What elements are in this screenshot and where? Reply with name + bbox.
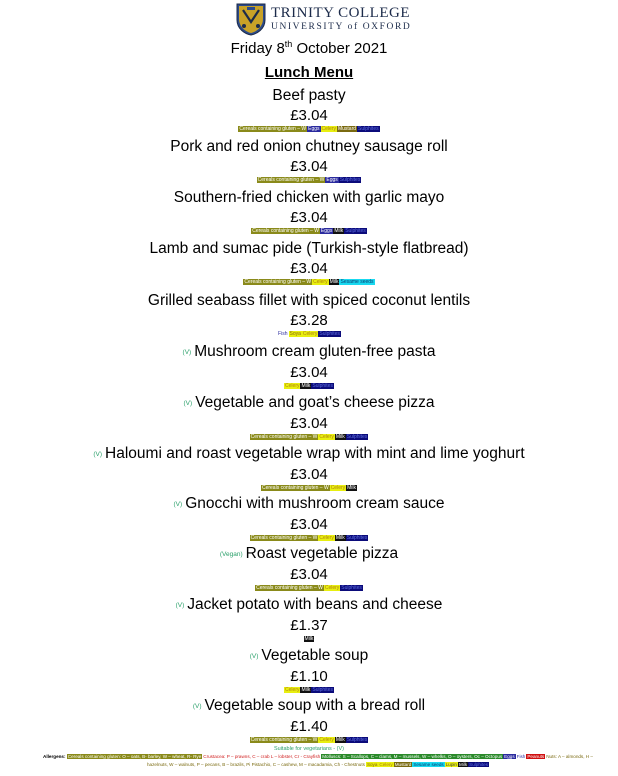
- allergen-badge: Milk: [335, 737, 345, 743]
- legend-allergen-badge: Cereals containing gluten: O – oats, B- barley, W – wheat, R- Rye: [67, 754, 202, 759]
- allergen-badge: Sulphites: [312, 383, 333, 389]
- dish-price: £3.04: [290, 260, 328, 277]
- menu-date: Friday 8th October 2021: [230, 39, 388, 57]
- allergen-list: [0, 687, 618, 694]
- dish-name: [0, 342, 618, 362]
- allergen-list: [0, 585, 618, 592]
- allergen-list: [0, 228, 618, 235]
- legend-allergen-badge: Celery: [379, 762, 393, 767]
- allergen-badge: Celery: [319, 737, 334, 743]
- dish-item: [0, 393, 618, 441]
- legend-allergen-badge: Soya: [366, 762, 378, 767]
- dish-name: [0, 494, 618, 514]
- allergen-badge: Milk: [304, 636, 314, 642]
- dietary-tag: (V): [173, 501, 183, 508]
- dish-price: £3.04: [290, 107, 328, 124]
- allergen-badge: Celery: [319, 535, 334, 541]
- dish-item: [0, 494, 618, 542]
- dish-name-text: Lamb and sumac pide (Turkish-style flatbread): [149, 240, 469, 257]
- vegetarian-note: Suitable for vegetarians - (V): [273, 746, 344, 752]
- dish-name-text: Vegetable soup: [261, 647, 369, 664]
- dish-item: [0, 188, 618, 235]
- dish-item: [0, 342, 618, 390]
- allergen-badge: Milk: [347, 485, 357, 491]
- allergen-badge: Sesame seeds: [340, 279, 374, 285]
- dietary-tag: (V): [249, 653, 259, 660]
- dish-name: [0, 444, 618, 464]
- allergen-badge: Soya: [289, 331, 301, 337]
- dish-item: [0, 646, 618, 694]
- dish-item: [0, 239, 618, 286]
- legend-allergen-badge: Nuts: A – almonds, H – hazelnuts, W – walnuts, P – pecans, B – brazils, Pi Pistachio, C – cashew, M – macadamia, Ch - Chestnuts: [146, 754, 593, 767]
- dish-price: £1.37: [290, 617, 328, 634]
- dietary-tag: (V): [93, 451, 103, 458]
- allergen-list: [0, 177, 618, 184]
- dish-item: [0, 137, 618, 184]
- legend-allergen-badge: Sulphites: [469, 762, 489, 767]
- dietary-tag: (V): [183, 400, 193, 407]
- dietary-tag: (V): [175, 602, 185, 609]
- legend-allergen-badge: Milk: [458, 762, 468, 767]
- allergen-list: [0, 485, 618, 492]
- allergen-list: [0, 279, 618, 286]
- allergen-list: [0, 126, 618, 133]
- allergen-badge: Sulphites: [358, 126, 379, 132]
- allergen-legend: [38, 753, 598, 769]
- dish-name: [0, 188, 618, 207]
- dish-price: £3.28: [290, 312, 328, 329]
- college-subtitle: UNIVERSITY of OXFORD: [271, 21, 412, 32]
- dish-price: £3.04: [290, 158, 328, 175]
- allergen-badge: Sulphites: [346, 434, 368, 440]
- dish-name-text: Grilled seabass fillet with spiced coconut lentils: [147, 292, 471, 309]
- allergen-badge: Sulphites: [341, 585, 362, 591]
- allergen-badge: Eggs: [326, 177, 338, 183]
- allergen-badge: Milk: [301, 687, 311, 693]
- dish-item: [0, 544, 618, 592]
- dish-price: £3.04: [290, 566, 328, 583]
- allergen-badge: Celery: [285, 687, 300, 693]
- dish-item: [0, 696, 618, 744]
- dish-price: £3.04: [290, 364, 328, 381]
- dish-name-text: Jacket potato with beans and cheese: [187, 596, 443, 613]
- dish-price: £1.10: [290, 668, 328, 685]
- dish-name-text: Gnocchi with mushroom cream sauce: [185, 495, 445, 512]
- allergen-badge: Celery: [319, 434, 334, 440]
- allergen-badge: Celery: [321, 126, 336, 132]
- dish-name-text: Haloumi and roast vegetable wrap with mint and lime yoghurt: [105, 445, 525, 462]
- dish-name-text: Beef pasty: [272, 87, 346, 104]
- dish-name: [0, 646, 618, 666]
- dish-item: [0, 595, 618, 643]
- dish-price: £3.04: [290, 209, 328, 226]
- legend-allergen-badge: Molluscs: S – Scallops, C – clams, M – mussels, W – whelks, O – oysters, Oc – Octopus: [322, 754, 503, 759]
- allergen-badge: Eggs: [308, 126, 320, 132]
- dish-name: [0, 696, 618, 716]
- dietary-tag: (Vegan): [219, 551, 243, 558]
- college-name: TRINITY COLLEGE: [271, 4, 410, 21]
- dish-name: [0, 393, 618, 413]
- menu-title: Lunch Menu: [264, 64, 354, 81]
- dietary-tag: (V): [182, 349, 192, 356]
- allergen-list: [0, 636, 618, 643]
- allergen-badge: Cereals containing gluten – W: [239, 126, 307, 132]
- dish-item: [0, 444, 618, 492]
- dietary-tag: (V): [192, 703, 202, 710]
- allergen-badge: Eggs: [320, 228, 333, 234]
- allergen-badge: Cereals containing gluten – W: [252, 228, 319, 234]
- allergen-badge: Milk: [329, 279, 339, 285]
- allergen-legend-label: Allergens:: [43, 754, 66, 759]
- allergen-badge: Sulphites: [345, 228, 366, 234]
- dish-name: [0, 86, 618, 105]
- allergen-badge: Cereals containing gluten – W: [257, 177, 325, 183]
- dish-name: [0, 544, 618, 564]
- allergen-badge: Sulphites: [346, 535, 368, 541]
- allergen-badge: Sulphites: [346, 737, 368, 743]
- allergen-badge: Cereals containing gluten – W: [250, 737, 318, 743]
- legend-allergen-badge: Fish: [516, 754, 526, 759]
- dish-name-text: Roast vegetable pizza: [245, 545, 399, 562]
- dish-item: [0, 291, 618, 338]
- dish-price: £1.40: [290, 718, 328, 735]
- dish-item: [0, 86, 618, 133]
- dish-name-text: Mushroom cream gluten-free pasta: [194, 343, 436, 360]
- allergen-badge: Celery: [302, 331, 318, 337]
- legend-allergen-badge: Eggs: [504, 754, 515, 759]
- allergen-list: [0, 331, 618, 338]
- dish-name: [0, 239, 618, 258]
- dish-name-text: Pork and red onion chutney sausage roll: [170, 138, 448, 155]
- dish-name-text: Vegetable soup with a bread roll: [204, 697, 426, 714]
- dish-name-text: Southern-fried chicken with garlic mayo: [173, 189, 445, 206]
- allergen-list: [0, 535, 618, 542]
- allergen-badge: Milk: [334, 228, 344, 234]
- dish-name: [0, 137, 618, 156]
- dish-name-text: Vegetable and goat’s cheese pizza: [195, 394, 435, 411]
- allergen-badge: Milk: [335, 535, 345, 541]
- dish-name: [0, 595, 618, 615]
- legend-allergen-badge: Mustard: [394, 762, 412, 767]
- legend-allergen-badge: Peanuts: [527, 754, 545, 759]
- dish-name: [0, 291, 618, 310]
- allergen-badge: Sulphites: [312, 687, 333, 693]
- allergen-badge: Cereals containing gluten – W: [250, 434, 318, 440]
- allergen-badge: Cereals containing gluten – W: [256, 585, 323, 591]
- dish-price: £3.04: [290, 466, 328, 483]
- allergen-badge: Sulphites: [319, 331, 340, 337]
- dish-price: £3.04: [290, 415, 328, 432]
- allergen-badge: Cereals containing gluten – W: [244, 279, 312, 285]
- legend-allergen-badge: Lupin: [445, 762, 457, 767]
- legend-allergen-badge: Crustacea: P – prawns, C – crab L – lobster, Cr - Crayfish: [203, 754, 321, 759]
- allergen-list: [0, 737, 618, 744]
- allergen-badge: Celery: [324, 585, 340, 591]
- college-crest-logo: [235, 2, 267, 36]
- dish-price: £3.04: [290, 516, 328, 533]
- allergen-badge: Celery: [285, 383, 300, 389]
- allergen-badge: Milk: [335, 434, 345, 440]
- allergen-list: [0, 383, 618, 390]
- allergen-badge: Milk: [301, 383, 311, 389]
- allergen-legend-items: [67, 754, 593, 767]
- allergen-badge: Mustard: [337, 126, 357, 132]
- allergen-badge: Celery: [330, 485, 346, 491]
- allergen-badge: Celery: [313, 279, 328, 285]
- legend-allergen-badge: Sesame seeds: [413, 762, 444, 767]
- allergen-badge: Cereals containing gluten – W: [261, 485, 329, 491]
- allergen-badge: Fish: [278, 331, 288, 337]
- allergen-badge: Sulphites: [339, 177, 361, 183]
- college-header: [235, 2, 411, 36]
- allergen-badge: Cereals containing gluten – W: [250, 535, 318, 541]
- allergen-list: [0, 434, 618, 441]
